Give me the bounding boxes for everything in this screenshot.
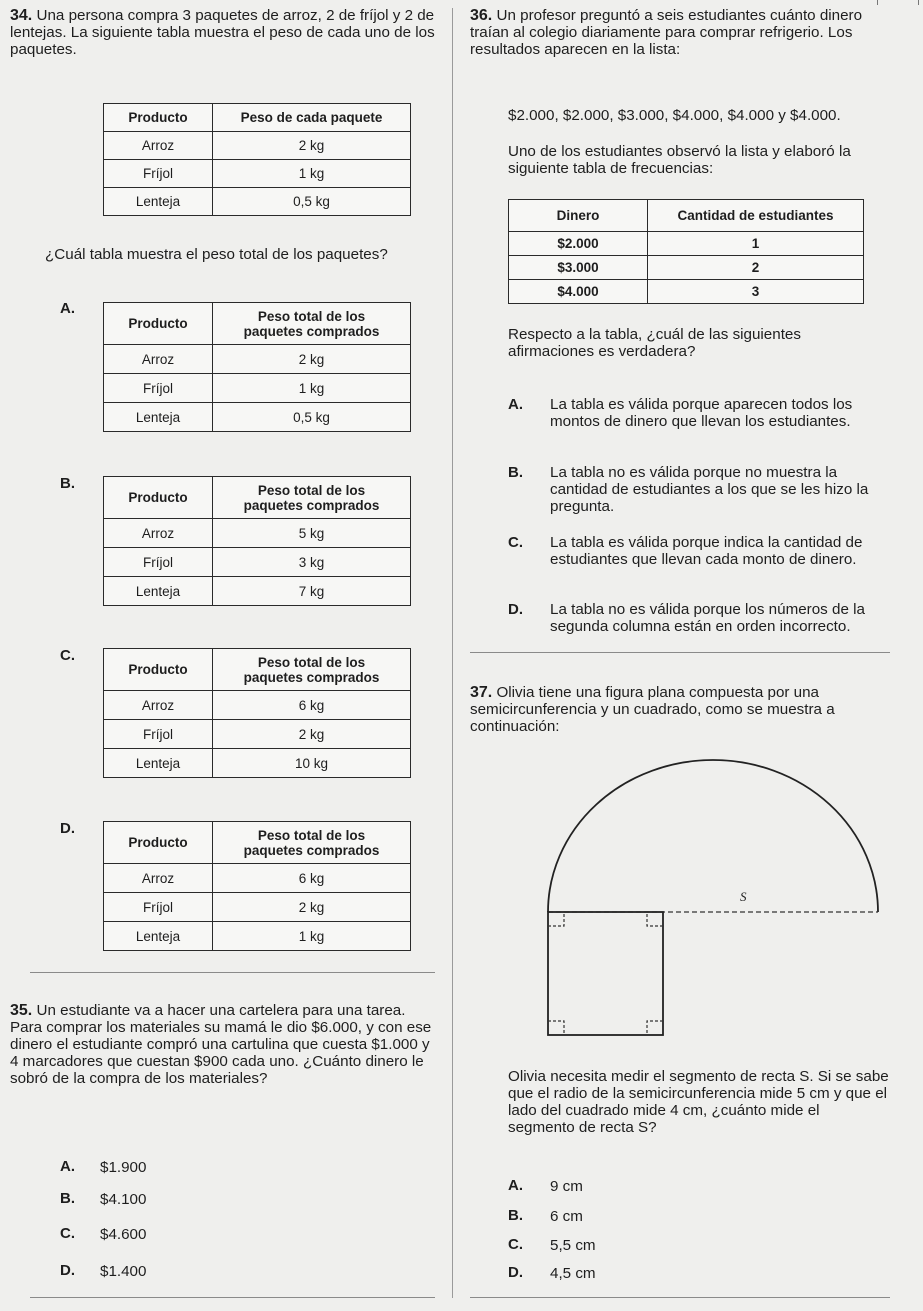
q36-header-students: Cantidad de estudiantes	[648, 200, 864, 232]
table-cell: Fríjol	[104, 160, 213, 188]
table-cell: Lenteja	[104, 403, 213, 432]
table-cell: 2 kg	[213, 893, 411, 922]
q36-number: 36.	[470, 7, 493, 24]
q36-option-b-text[interactable]: La tabla no es válida porque no muestra la cantidad de estudiantes a los que se les hizo la pregunta.	[550, 464, 869, 515]
section-divider	[470, 652, 890, 653]
q37-text-2: Olivia necesita medir el segmento de recta S. Si se sabe que el radio de la semicircunferencia mide 5 cm y que el lado del cuadrado mide 4 cm, ¿cuánto mide el segmento de recta S?	[508, 1068, 889, 1136]
q36-option-c-text[interactable]: La tabla es válida porque indica la cantidad de estudiantes que llevan cada monto de dinero.	[550, 534, 863, 568]
table-cell: Arroz	[104, 691, 213, 720]
option-header-product: Producto	[104, 822, 213, 864]
table-cell: 7 kg	[213, 577, 411, 606]
q34-option-b-letter[interactable]: B.	[60, 475, 75, 492]
q34-number: 34.	[10, 7, 33, 24]
table-cell: 3 kg	[213, 548, 411, 577]
table-cell: 2 kg	[213, 720, 411, 749]
table-cell: 6 kg	[213, 691, 411, 720]
q37-figure	[540, 755, 890, 1050]
q35-statement	[10, 1002, 435, 1087]
table-cell: Lenteja	[104, 577, 213, 606]
q35-option-b-text[interactable]: $4.100	[100, 1191, 147, 1208]
q37-option-c-text[interactable]: 5,5 cm	[550, 1237, 596, 1254]
table-cell: Fríjol	[104, 374, 213, 403]
q36-option-d-text[interactable]: La tabla no es válida porque los números de la segunda columna están en orden incorrecto.	[550, 601, 865, 635]
table-cell: 0,5 kg	[213, 403, 411, 432]
right-angle-mark	[647, 912, 663, 926]
option-header-product: Producto	[104, 303, 213, 345]
table-cell: 1	[648, 232, 864, 256]
table-cell: Arroz	[104, 132, 213, 160]
q34-question: ¿Cuál tabla muestra el peso total de los paquetes?	[45, 246, 388, 263]
table-cell: Lenteja	[104, 922, 213, 951]
q35-option-d-text[interactable]: $1.400	[100, 1263, 147, 1280]
table-cell: Fríjol	[104, 893, 213, 922]
table-cell: 1 kg	[213, 160, 411, 188]
table-cell: $3.000	[509, 256, 648, 280]
table-cell: Fríjol	[104, 720, 213, 749]
q35-number: 35.	[10, 1002, 33, 1019]
q34-option-c-table[interactable]	[103, 648, 411, 778]
table-cell: 10 kg	[213, 749, 411, 778]
q34-option-d-letter[interactable]: D.	[60, 820, 75, 837]
q35-option-c-letter[interactable]: C.	[60, 1225, 75, 1242]
section-divider	[30, 972, 435, 973]
q36-option-a-letter[interactable]: A.	[508, 396, 523, 413]
q36-option-a-text[interactable]: La tabla es válida porque aparecen todos los montos de dinero que llevan los estudiantes.	[550, 396, 853, 430]
q35-text: Un estudiante va a hacer una cartelera para una tarea. Para comprar los materiales su mamá le dio $6.000, y con ese dinero el estudiante compró una cartulina que cuesta $1.000 y 4 marcadores que cuestan $900 cada uno. ¿Cuánto dinero le sobró de la compra de los materiales?	[10, 1002, 432, 1087]
table-cell: 1 kg	[213, 374, 411, 403]
table-cell: 5 kg	[213, 519, 411, 548]
option-header-total: Peso total de los paquetes comprados	[213, 303, 411, 345]
q37-option-c-letter[interactable]: C.	[508, 1236, 523, 1253]
semicircle-arc	[548, 760, 878, 912]
q36-header-money: Dinero	[509, 200, 648, 232]
table-cell: Arroz	[104, 345, 213, 374]
segment-s-label: S	[740, 889, 747, 904]
q37-option-a-letter[interactable]: A.	[508, 1177, 523, 1194]
table-cell: $4.000	[509, 280, 648, 304]
table-cell: 0,5 kg	[213, 188, 411, 216]
table-cell: Arroz	[104, 519, 213, 548]
table-cell: 2	[648, 256, 864, 280]
q35-option-a-text[interactable]: $1.900	[100, 1159, 147, 1176]
option-header-total: Peso total de los paquetes comprados	[213, 649, 411, 691]
q35-option-d-letter[interactable]: D.	[60, 1262, 75, 1279]
right-angle-mark	[647, 1021, 663, 1035]
q37-option-a-text[interactable]: 9 cm	[550, 1178, 583, 1195]
section-divider	[30, 1297, 435, 1298]
column-divider	[452, 8, 453, 1298]
square-shape	[548, 912, 663, 1035]
right-angle-mark	[548, 912, 564, 926]
q37-text: Olivia tiene una figura plana compuesta por una semicircunferencia y un cuadrado, como se muestra a continuación:	[470, 684, 835, 735]
q34-text: Una persona compra 3 paquetes de arroz, 2 de fríjol y 2 de lentejas. La siguiente tabla muestra el peso de cada uno de los paquetes.	[10, 7, 435, 58]
section-divider	[470, 1297, 890, 1298]
q36-money-list: $2.000, $2.000, $3.000, $4.000, $4.000 y $4.000.	[508, 107, 841, 124]
q34-statement	[10, 7, 435, 58]
table-cell: 1 kg	[213, 922, 411, 951]
table-cell: Arroz	[104, 864, 213, 893]
q36-text: Un profesor preguntó a seis estudiantes cuánto dinero traían al colegio diariamente para comprar refrigerio. Los resultados aparecen en la lista:	[470, 7, 863, 58]
option-header-total: Peso total de los paquetes comprados	[213, 822, 411, 864]
q36-option-c-letter[interactable]: C.	[508, 534, 523, 551]
q37-option-b-letter[interactable]: B.	[508, 1207, 523, 1224]
page-corner-mark	[877, 0, 919, 5]
q36-option-d-letter[interactable]: D.	[508, 601, 523, 618]
q36-question: Respecto a la tabla, ¿cuál de las siguientes afirmaciones es verdadera?	[508, 326, 801, 360]
q34-table-header-product: Producto	[104, 104, 213, 132]
table-cell: 6 kg	[213, 864, 411, 893]
table-cell: Lenteja	[104, 749, 213, 778]
option-header-total: Peso total de los paquetes comprados	[213, 477, 411, 519]
table-cell: 2 kg	[213, 132, 411, 160]
q36-text-2: Uno de los estudiantes observó la lista y elaboró la siguiente tabla de frecuencias:	[508, 143, 851, 177]
option-header-product: Producto	[104, 477, 213, 519]
q36-frequency-table	[508, 199, 864, 304]
q37-option-b-text[interactable]: 6 cm	[550, 1208, 583, 1225]
option-header-product: Producto	[104, 649, 213, 691]
q36-statement	[470, 7, 890, 58]
q35-option-c-text[interactable]: $4.600	[100, 1226, 147, 1243]
q34-weights-table	[103, 103, 411, 216]
table-cell: $2.000	[509, 232, 648, 256]
q34-table-header-weight: Peso de cada paquete	[213, 104, 411, 132]
table-cell: 2 kg	[213, 345, 411, 374]
table-cell: Fríjol	[104, 548, 213, 577]
q34-option-a-letter[interactable]: A.	[60, 300, 75, 317]
q34-option-b-table[interactable]	[103, 476, 411, 606]
q37-statement	[470, 684, 890, 735]
q35-option-b-letter[interactable]: B.	[60, 1190, 75, 1207]
q37-option-d-letter[interactable]: D.	[508, 1264, 523, 1281]
q35-option-a-letter[interactable]: A.	[60, 1158, 75, 1175]
q37-number: 37.	[470, 684, 493, 701]
q36-option-b-letter[interactable]: B.	[508, 464, 523, 481]
q34-option-c-letter[interactable]: C.	[60, 647, 75, 664]
table-cell: 3	[648, 280, 864, 304]
q34-option-d-table[interactable]	[103, 821, 411, 951]
q34-option-a-table[interactable]	[103, 302, 411, 432]
table-cell: Lenteja	[104, 188, 213, 216]
q37-option-d-text[interactable]: 4,5 cm	[550, 1265, 596, 1282]
right-angle-mark	[548, 1021, 564, 1035]
